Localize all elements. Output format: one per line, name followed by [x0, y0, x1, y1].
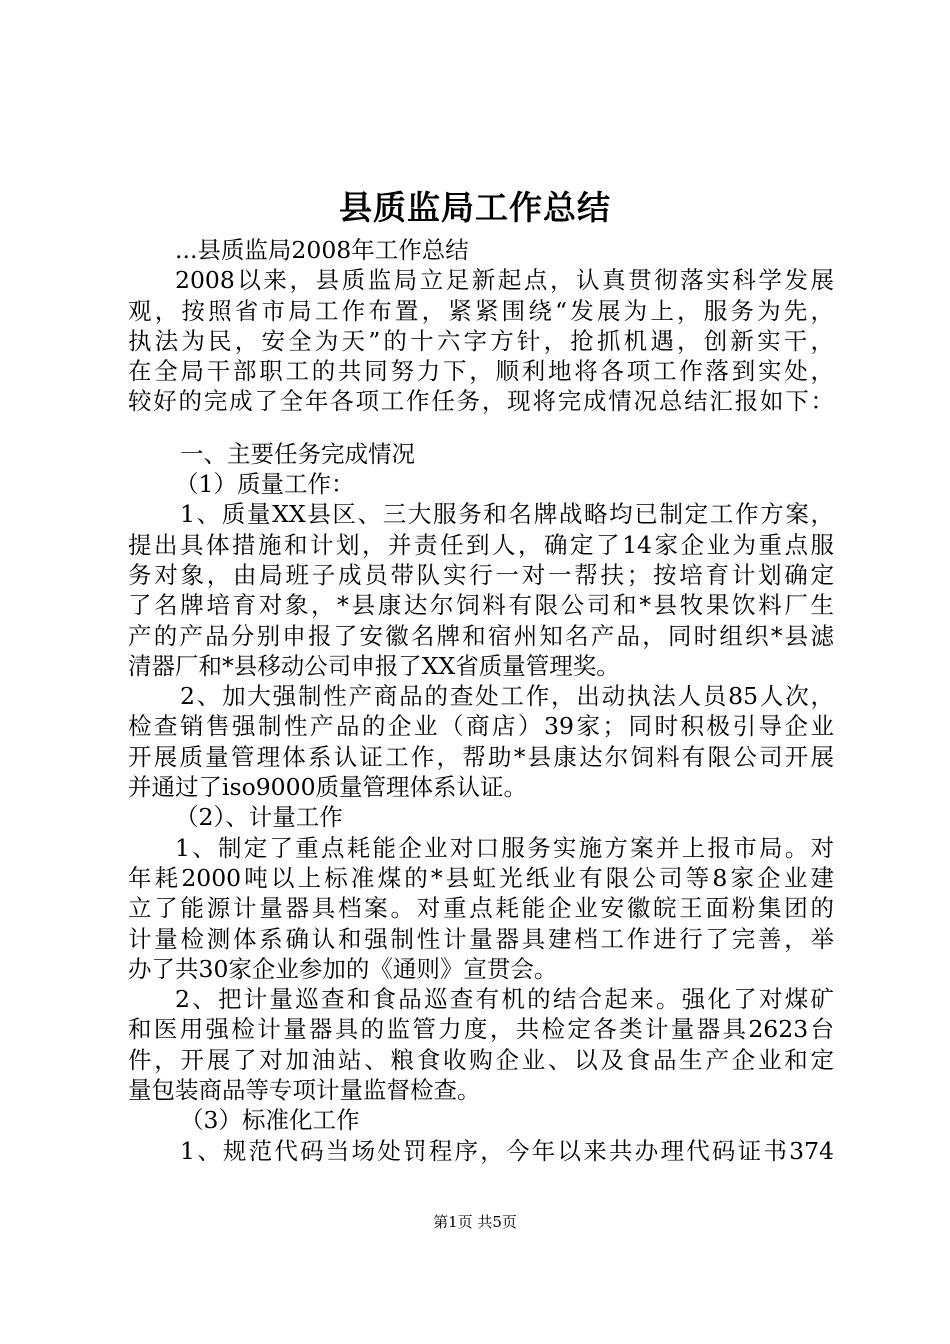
- paragraph-line: 办了共30家企业参加的《通则》宣贯会。: [128, 954, 558, 983]
- subsection-heading: （2）、计量工作: [175, 803, 343, 832]
- paragraph-line: 在全局干部职工的共同努力下，顺利地将各项工作落到实处，: [128, 357, 834, 386]
- paragraph-line: 了名牌培育对象，*县康达尔饲料有限公司和*县牧果饮料厂生: [128, 591, 834, 620]
- paragraph-line: 1、规范代码当场处罚程序，今年以来共办理代码证书374: [180, 1136, 834, 1165]
- paragraph-line: 件，开展了对加油站、粮食收购企业、以及食品生产企业和定: [128, 1045, 834, 1074]
- subsection-heading: （3）标准化工作: [180, 1106, 360, 1135]
- paragraph-line: 观，按照省市局工作布置，紧紧围绕“发展为上，服务为先，: [128, 296, 834, 325]
- paragraph-line: 年耗2000吨以上标准煤的*县虹光纸业有限公司等8家企业建: [128, 863, 834, 892]
- paragraph-line: 2008以来，县质监局立足新起点，认真贯彻落实科学发展: [175, 266, 834, 295]
- section-heading: 一、主要任务完成情况: [180, 439, 415, 468]
- document-title: 县质监局工作总结: [339, 188, 611, 227]
- paragraph-line: 1、质量XX县区、三大服务和名牌战略均已制定工作方案，: [180, 500, 834, 529]
- paragraph-line: 2、加大强制性产商品的查处工作，出动执法人员85人次，: [180, 682, 834, 711]
- paragraph-line: 并通过了iso9000质量管理体系认证。: [128, 773, 528, 802]
- page-footer: 第1页 共5页: [433, 1213, 517, 1231]
- document-body: [128, 235, 834, 1166]
- paragraph-line: 立了能源计量器具档案。对重点耗能企业安徽皖王面粉集团的: [128, 894, 834, 923]
- paragraph-line: 提出具体措施和计划，并责任到人，确定了14家企业为重点服: [128, 530, 834, 559]
- paragraph-line: 产的产品分别申报了安徽名牌和宿州知名产品，同时组织*县滤: [128, 621, 834, 650]
- paragraph-line: 1、制定了重点耗能企业对口服务实施方案并上报市局。对: [175, 833, 834, 862]
- paragraph-line: 较好的完成了全年各项工作任务，现将完成情况总结汇报如下：: [128, 387, 834, 416]
- paragraph-line: 和医用强检计量器具的监管力度，共检定各类计量器具2623台: [128, 1015, 834, 1044]
- paragraph-line: 计量检测体系确认和强制性计量器具建档工作进行了完善，举: [128, 924, 834, 953]
- paragraph-line: 务对象，由局班子成员带队实行一对一帮扶；按培育计划确定: [128, 560, 834, 589]
- paragraph-line: 检查销售强制性产品的企业（商店）39家；同时积极引导企业: [128, 712, 834, 741]
- paragraph-gap: [128, 417, 834, 439]
- paragraph-line: 执法为民，安全为天”的十六字方针，抢抓机遇，创新实干，: [128, 326, 834, 355]
- subtitle-line: ...县质监局2008年工作总结: [175, 236, 469, 264]
- paragraph-line: 2、把计量巡查和食品巡查有机的结合起来。强化了对煤矿: [175, 985, 834, 1014]
- subsection-heading: （1）质量工作：: [175, 470, 355, 499]
- paragraph-line: 开展质量管理体系认证工作，帮助*县康达尔饲料有限公司开展: [128, 742, 834, 771]
- paragraph-line: 清器厂和*县移动公司申报了XX省质量管理奖。: [128, 651, 620, 680]
- paragraph-line: 量包装商品等专项计量监督检查。: [128, 1076, 481, 1105]
